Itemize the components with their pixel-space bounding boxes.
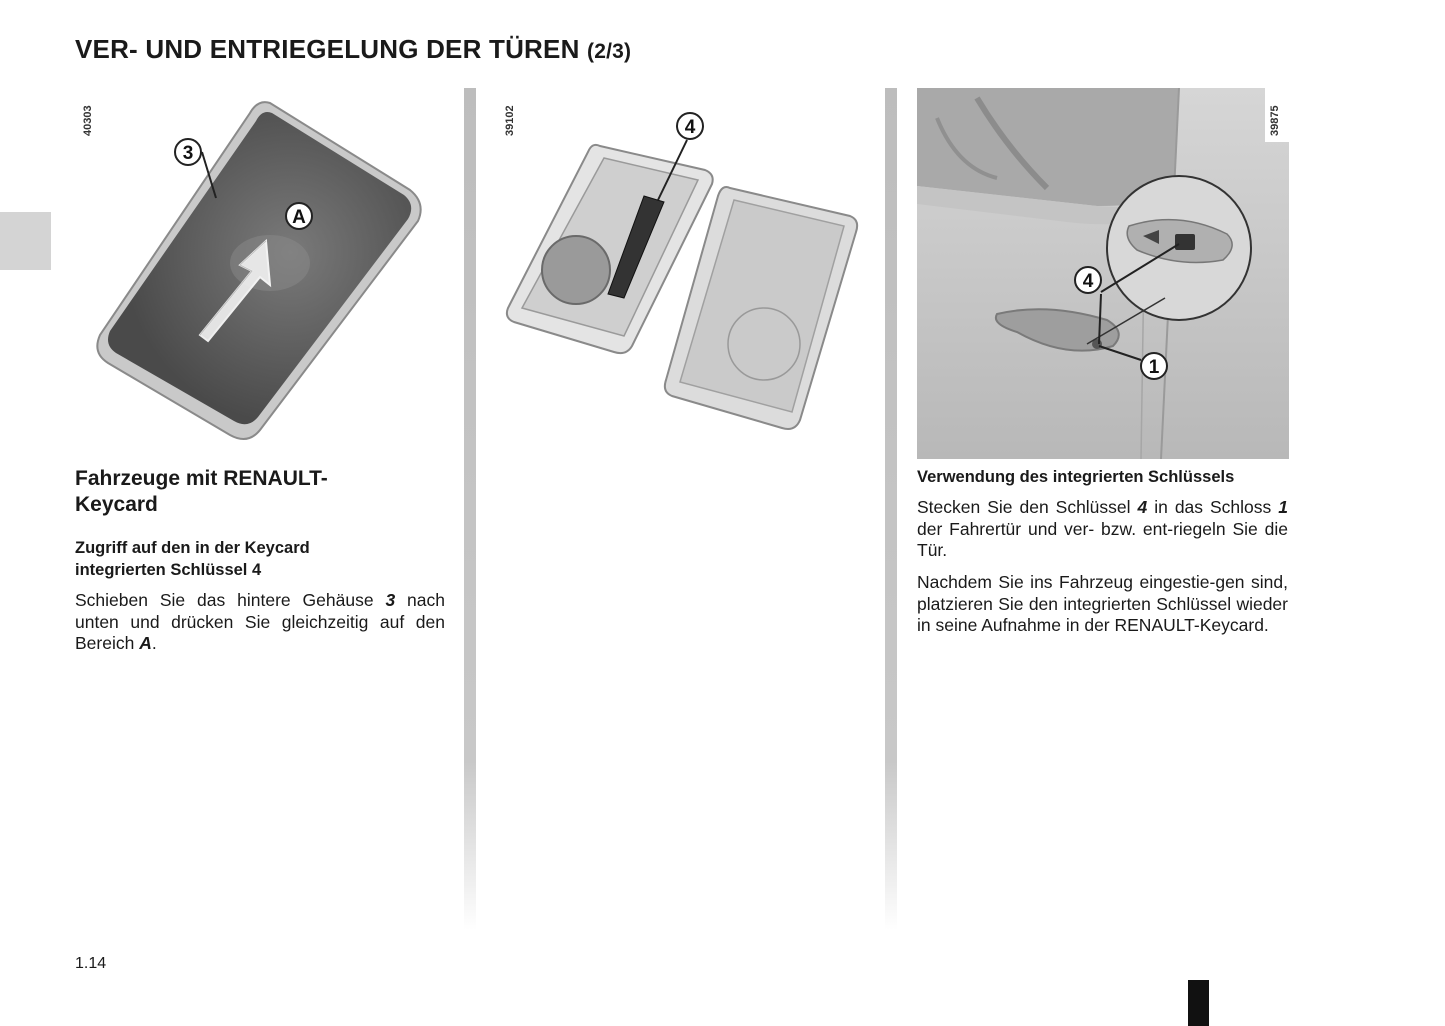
left-subheading — [75, 537, 445, 581]
page-part-indicator: (2/3) — [587, 40, 632, 63]
column-divider-1 — [464, 88, 476, 930]
left-paragraph-text-2: nach unten und drücken Sie gleichzeitig auf den Bereich — [75, 590, 446, 653]
keycard-illustration — [90, 95, 435, 450]
figure-code-2: 39102 — [504, 105, 516, 136]
callout-1: 1 — [1148, 357, 1160, 378]
callout-4-fig3: 4 — [1082, 271, 1094, 292]
left-subheading-line2: integrierten Schlüssel 4 — [75, 561, 262, 579]
figure-code-1: 40303 — [82, 105, 94, 136]
ref-area-a: A — [139, 633, 152, 653]
ref-housing-3: 3 — [385, 590, 396, 610]
right-p1-text-2: in das Schloss — [1147, 497, 1279, 517]
right-p1-text-1: Stecken Sie den Schlüssel — [917, 497, 1138, 517]
left-paragraph-text-1: Schieben Sie das hintere Gehäuse — [75, 590, 386, 610]
car-door-photo — [917, 88, 1289, 459]
page-title — [75, 34, 631, 65]
right-subheading: Verwendung des integrierten Schlüssels — [917, 468, 1235, 486]
left-paragraph — [75, 590, 445, 655]
chapter-side-tab — [0, 212, 51, 270]
left-paragraph-text-3: . — [151, 633, 157, 653]
right-paragraph-1 — [917, 497, 1288, 562]
callout-a: A — [292, 207, 306, 228]
section-heading-line1: Fahrzeuge mit RENAULT- — [75, 467, 328, 490]
keycard-open-illustration — [500, 108, 865, 438]
page-edge-marker — [1188, 980, 1209, 1026]
ref-lock-1: 1 — [1278, 497, 1288, 517]
callout-4-fig2: 4 — [684, 117, 696, 138]
figure-code-3: 39875 — [1269, 105, 1281, 136]
section-heading — [75, 466, 445, 518]
callout-3: 3 — [182, 143, 194, 164]
right-p1-text-3: der Fahrertür und ver- bzw. ent-riegeln Sie die Tür. — [917, 518, 1288, 560]
ref-key-4: 4 — [1137, 497, 1148, 517]
page-number: 1.14 — [75, 955, 107, 972]
left-subheading-line1: Zugriff auf den in der Keycard — [75, 539, 310, 557]
column-divider-2 — [885, 88, 897, 930]
right-paragraph-2: Nachdem Sie ins Fahrzeug eingestie-gen sind, platzieren Sie den integrierten Schlüssel wieder in seine Aufnahme in der RENAULT-Keycard. — [917, 572, 1288, 635]
page-title-text: VER- UND ENTRIEGELUNG DER TÜREN — [75, 34, 580, 64]
section-heading-line2: Keycard — [75, 493, 158, 516]
